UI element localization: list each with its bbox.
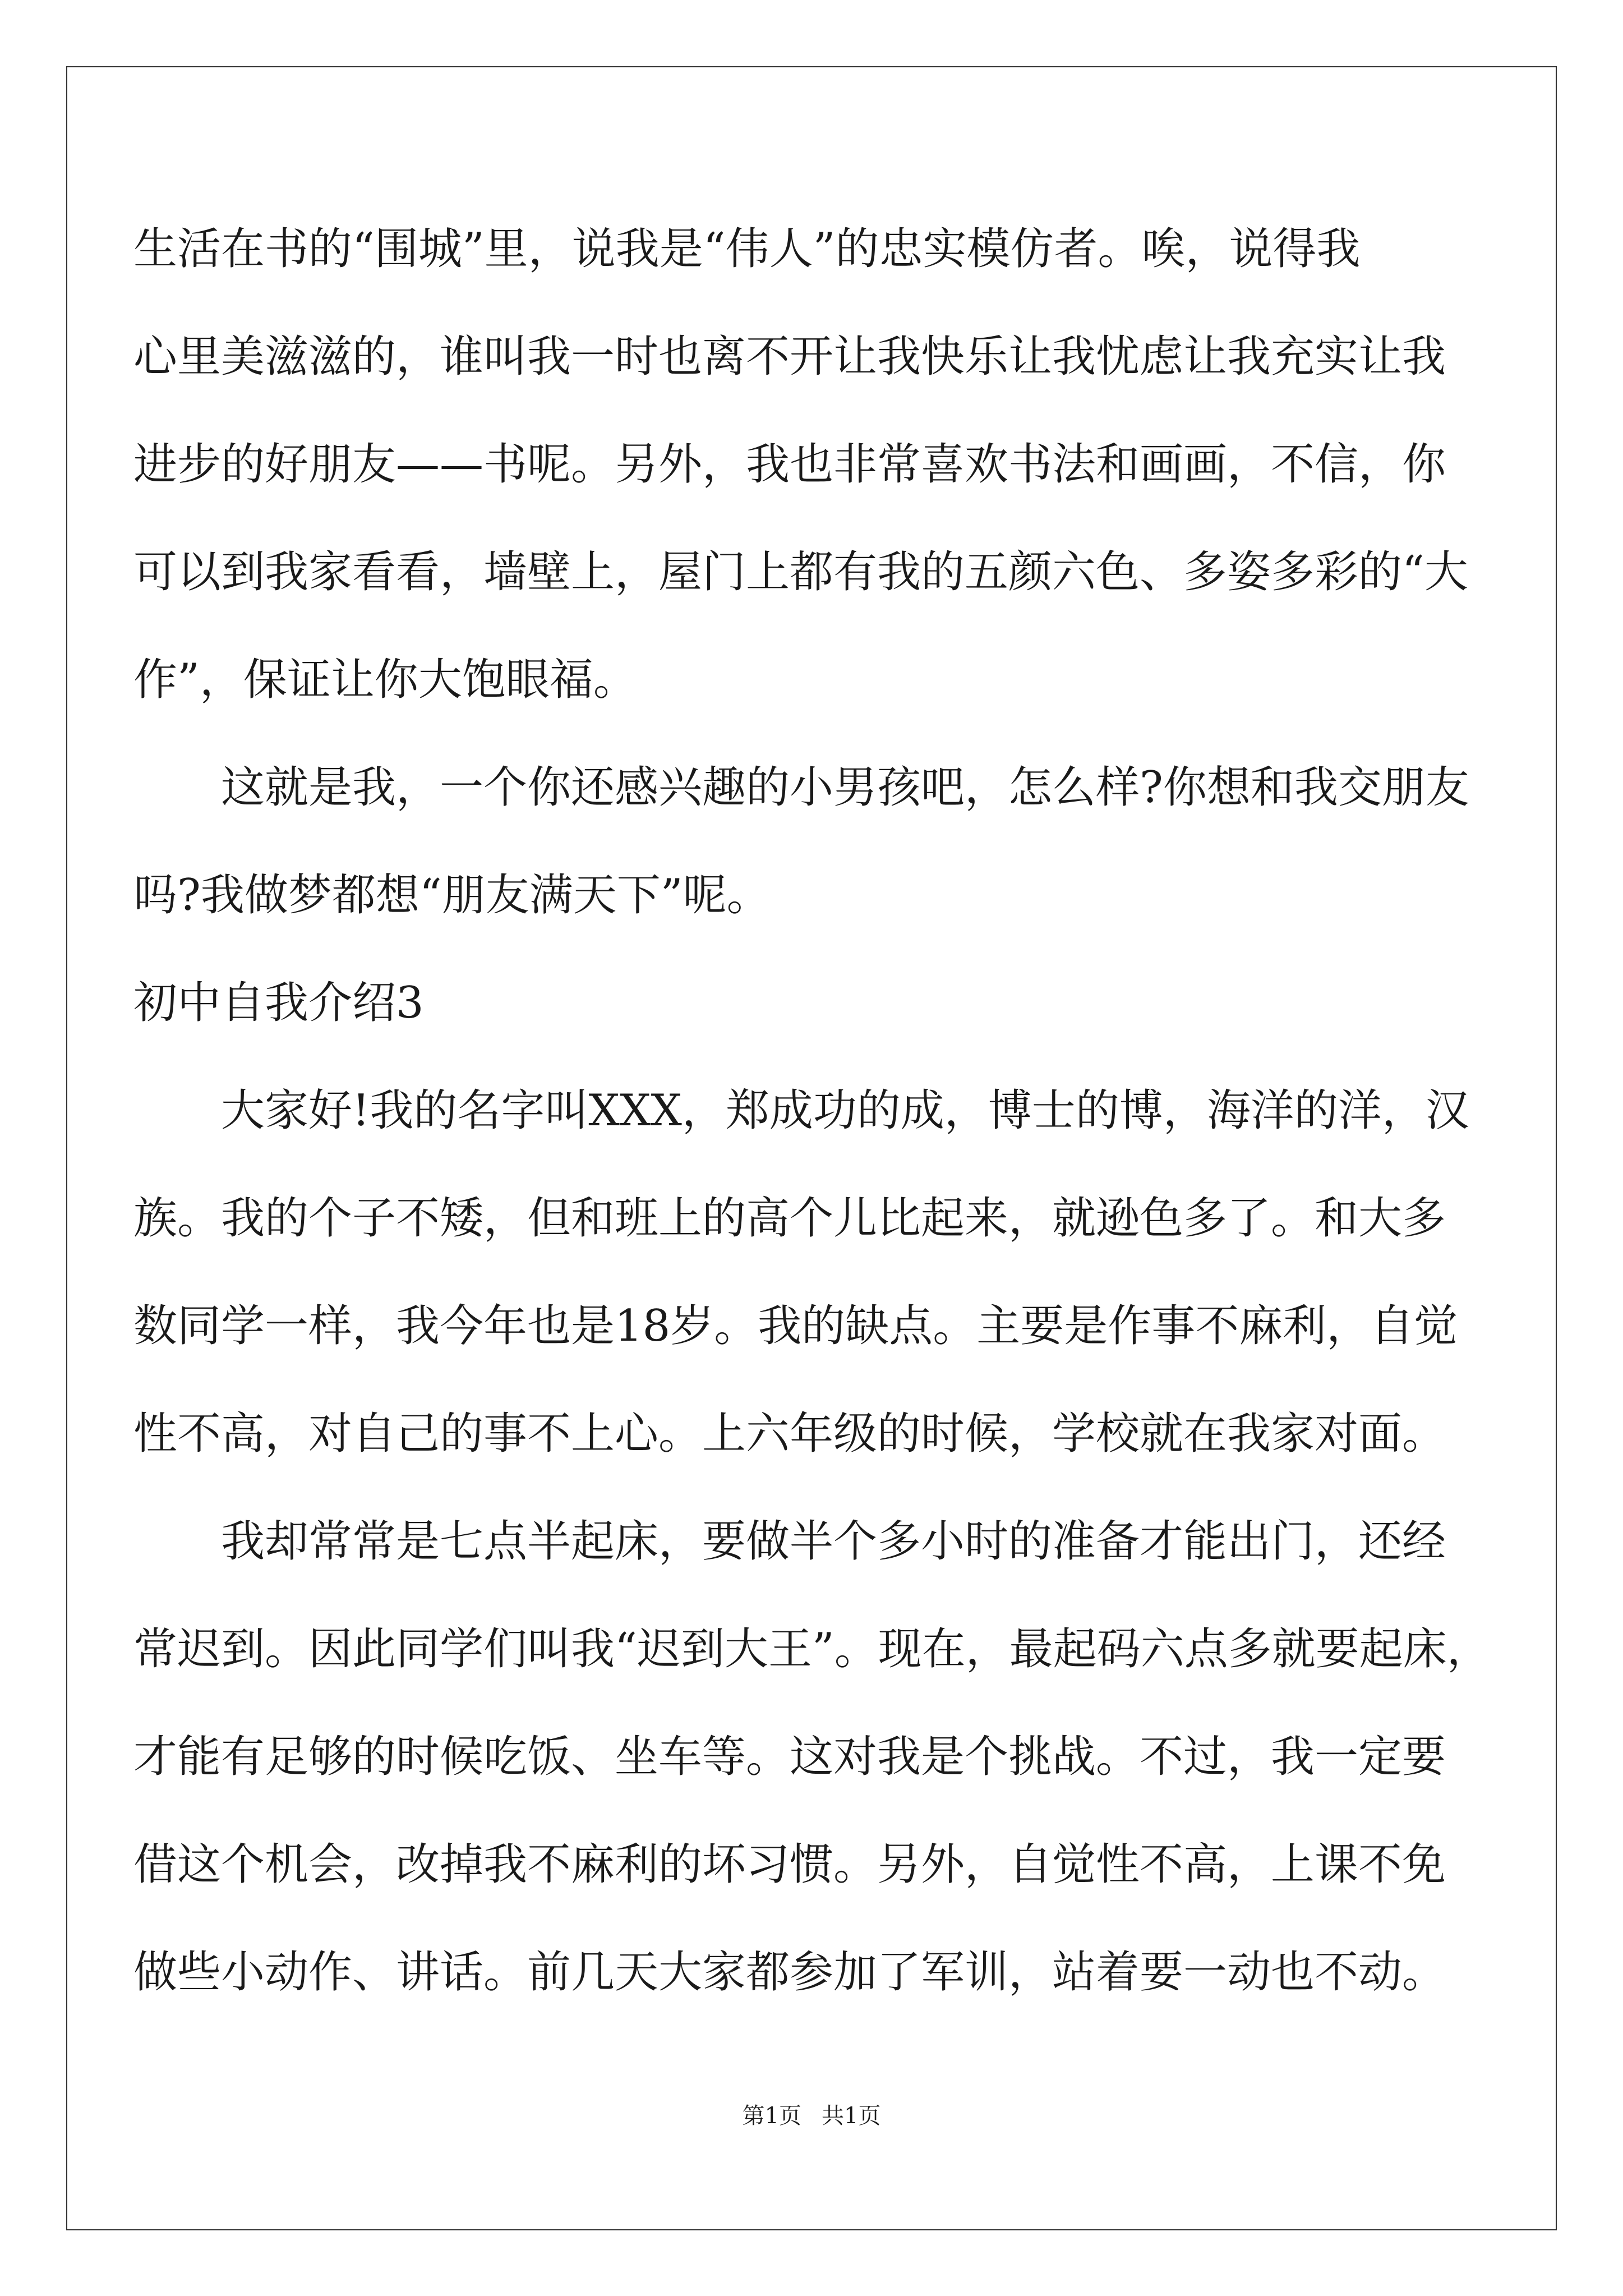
page-footer — [0, 2099, 1623, 2133]
page-number: 第1页 — [742, 2103, 801, 2129]
text-line: 族。我的个子不矮，但和班上的高个儿比起来，就逊色多了。和大多 — [133, 1193, 1446, 1244]
text-line: 借这个机会，改掉我不麻利的坏习惯。另外，自觉性不高，上课不免 — [133, 1839, 1446, 1890]
text-line: 我却常常是七点半起床，要做半个多小时的准备才能出门，还经 — [133, 1516, 1446, 1567]
text-line: 作”，保证让你大饱眼福。 — [133, 655, 637, 705]
text-line: 做些小动作、讲话。前几天大家都参加了军训，站着要一动也不动。 — [133, 1947, 1446, 1998]
text-line: 可以到我家看看，墙壁上，屋门上都有我的五颜六色、多姿多彩的“大 — [133, 547, 1468, 597]
text-line: 进步的好朋友——书呢。另外，我也非常喜欢书法和画画，不信，你 — [133, 439, 1446, 490]
text-line: 大家好!我的名字叫XXX，郑成功的成，博士的博，海洋的洋，汉 — [133, 1085, 1469, 1136]
text-line: 这就是我，一个你还感兴趣的小男孩吧，怎么样?你想和我交朋友 — [133, 762, 1469, 813]
page-total: 共1页 — [822, 2103, 881, 2129]
text-line: 数同学一样，我今年也是18岁。我的缺点。主要是作事不麻利，自觉 — [133, 1301, 1458, 1351]
text-line: 常迟到。因此同学们叫我“迟到大王”。现在，最起码六点多就要起床， — [133, 1624, 1491, 1674]
text-line: 性不高，对自己的事不上心。上六年级的时候，学校就在我家对面。 — [133, 1409, 1446, 1459]
text-line: 吗?我做梦都想“朋友满天下”呢。 — [133, 870, 771, 921]
text-line: 才能有足够的时候吃饭、坐车等。这对我是个挑战。不过，我一定要 — [133, 1732, 1446, 1782]
text-line: 心里美滋滋的，谁叫我一时也离不开让我快乐让我忧虑让我充实让我 — [133, 332, 1446, 382]
page-frame — [66, 66, 1557, 2230]
text-line: 生活在书的“围城”里，说我是“伟人”的忠实模仿者。唉，说得我 — [133, 224, 1361, 274]
section-heading: 初中自我介绍3 — [133, 978, 424, 1028]
